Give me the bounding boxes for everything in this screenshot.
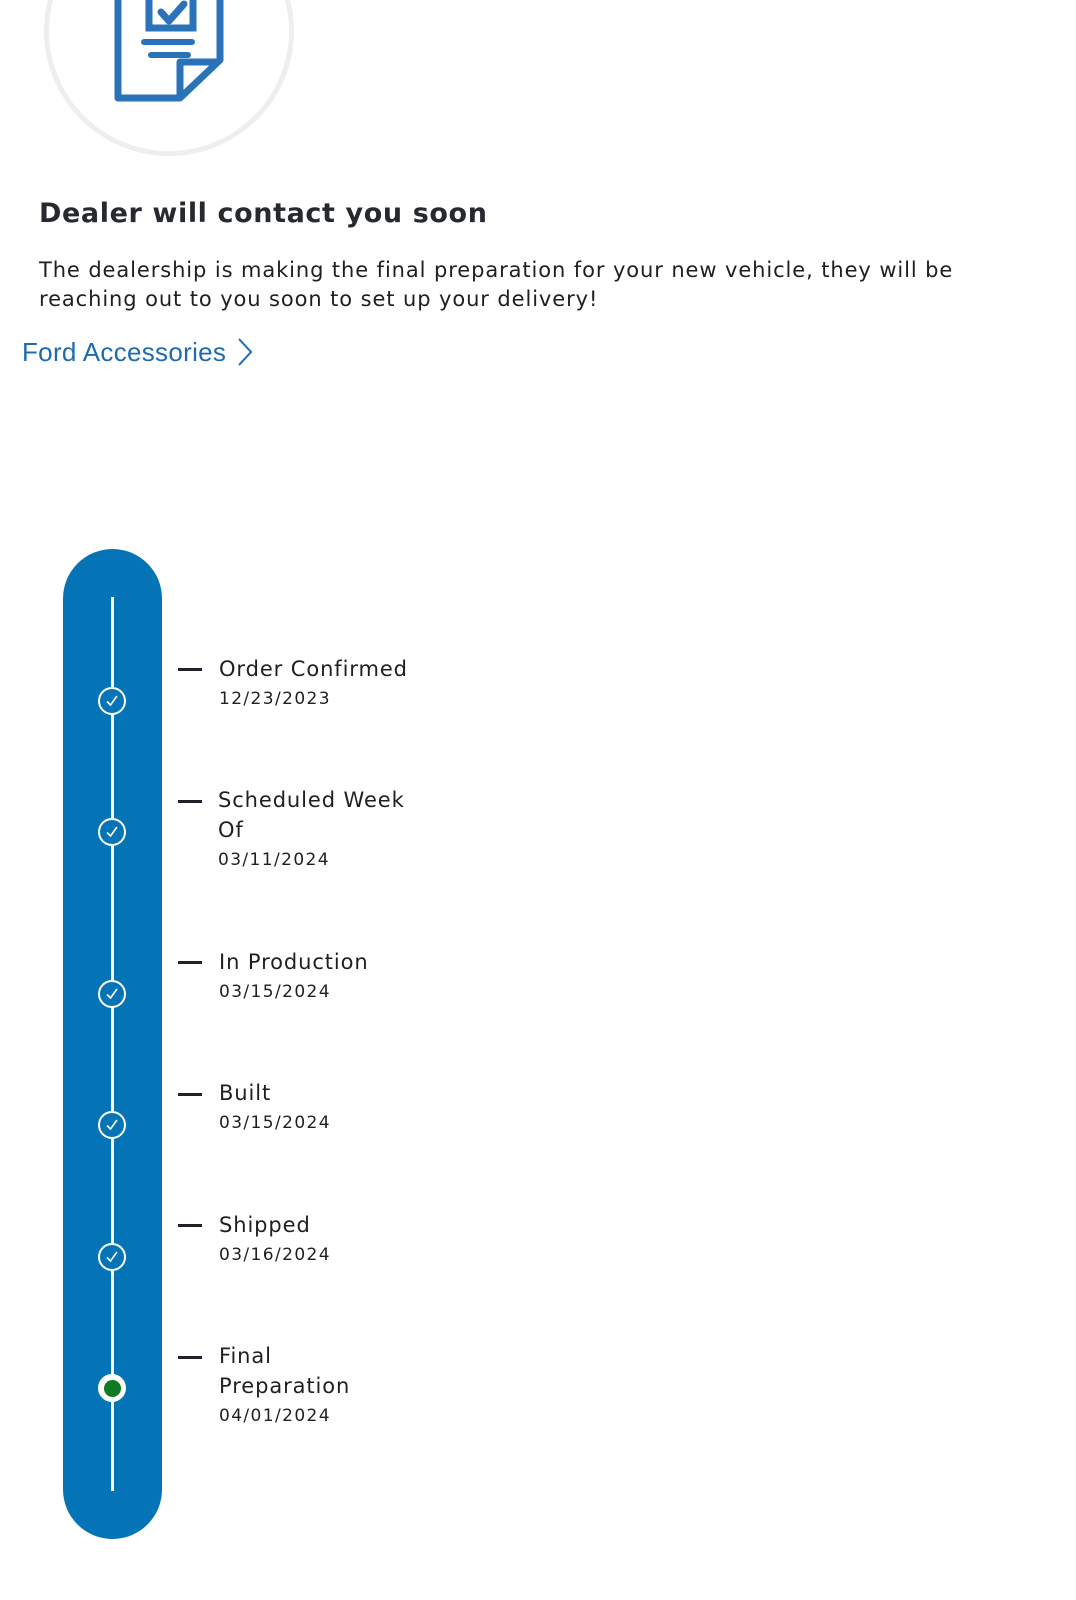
step-shipped <box>219 1210 331 1266</box>
step-scheduled-week-of <box>218 785 408 871</box>
step-complete-check-icon <box>98 1111 126 1139</box>
step-complete-check-icon <box>98 1243 126 1271</box>
step-label: Shipped <box>219 1213 311 1237</box>
step-label: Built <box>219 1081 272 1105</box>
ford-accessories-label: Ford Accessories <box>22 336 227 367</box>
step-label: Order Confirmed <box>219 657 408 681</box>
step-complete-check-icon <box>98 687 126 715</box>
step-date: 03/16/2024 <box>219 1245 331 1265</box>
step-date: 04/01/2024 <box>219 1406 331 1426</box>
step-dash <box>178 961 202 964</box>
ford-accessories-link[interactable] <box>22 336 254 368</box>
step-dash <box>178 1356 202 1359</box>
order-tracker-line <box>111 597 114 1491</box>
step-date: 12/23/2023 <box>219 689 331 709</box>
current-step-indicator <box>104 1380 121 1397</box>
step-dash <box>178 1093 202 1096</box>
step-label: Scheduled Week Of <box>218 788 405 842</box>
step-built <box>219 1078 331 1134</box>
step-order-confirmed <box>219 654 408 710</box>
step-in-production <box>219 947 369 1003</box>
step-complete-check-icon <box>98 818 126 846</box>
chevron-right-icon <box>236 336 254 368</box>
checklist-document-icon <box>108 0 228 108</box>
step-date: 03/15/2024 <box>219 982 331 1002</box>
step-dash <box>178 668 202 671</box>
step-dash <box>178 800 202 803</box>
step-date: 03/15/2024 <box>219 1113 331 1133</box>
step-final-preparation <box>219 1341 369 1427</box>
step-date: 03/11/2024 <box>218 850 330 870</box>
step-dash <box>178 1224 202 1227</box>
step-current-dot-icon <box>98 1374 126 1402</box>
step-complete-check-icon <box>98 980 126 1008</box>
status-message: The dealership is making the final preparation for your new vehicle, they will be reaching out to you soon to set up your delivery! <box>39 258 954 311</box>
status-title: Dealer will contact you soon <box>39 198 488 229</box>
step-label: In Production <box>219 950 369 974</box>
step-label: Final Preparation <box>219 1344 351 1398</box>
